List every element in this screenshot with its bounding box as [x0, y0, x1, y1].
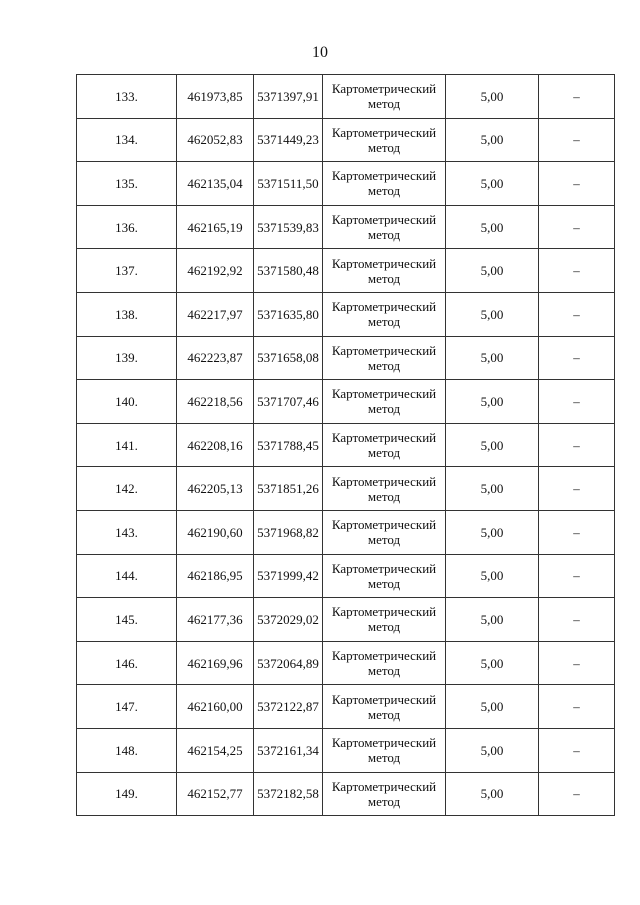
accuracy-cell: 5,00: [446, 162, 539, 206]
point-number-cell: 142.: [77, 467, 177, 511]
x-coordinate-cell: 462217,97: [177, 292, 254, 336]
note-cell: –: [539, 205, 615, 249]
page-number: 10: [312, 44, 328, 61]
method-cell: Картометрический метод: [323, 685, 446, 729]
accuracy-cell: 5,00: [446, 728, 539, 772]
point-number-cell: 137.: [77, 249, 177, 293]
note-cell: –: [539, 118, 615, 162]
table-row: [77, 162, 615, 206]
note-cell: –: [539, 75, 615, 119]
accuracy-cell: 5,00: [446, 641, 539, 685]
y-coordinate-cell: 5372161,34: [254, 728, 323, 772]
note-cell: –: [539, 336, 615, 380]
accuracy-cell: 5,00: [446, 75, 539, 119]
note-cell: –: [539, 641, 615, 685]
note-cell: –: [539, 772, 615, 816]
accuracy-cell: 5,00: [446, 118, 539, 162]
y-coordinate-cell: 5371707,46: [254, 380, 323, 424]
method-cell: Картометрический метод: [323, 336, 446, 380]
point-number-cell: 143.: [77, 510, 177, 554]
table-row: [77, 510, 615, 554]
x-coordinate-cell: 462169,96: [177, 641, 254, 685]
coordinates-table: [76, 74, 615, 816]
table-row: [77, 467, 615, 511]
method-cell: Картометрический метод: [323, 423, 446, 467]
point-number-cell: 147.: [77, 685, 177, 729]
note-cell: –: [539, 292, 615, 336]
y-coordinate-cell: 5371999,42: [254, 554, 323, 598]
table-row: [77, 728, 615, 772]
method-cell: Картометрический метод: [323, 118, 446, 162]
accuracy-cell: 5,00: [446, 554, 539, 598]
method-cell: Картометрический метод: [323, 75, 446, 119]
note-cell: –: [539, 467, 615, 511]
x-coordinate-cell: 462154,25: [177, 728, 254, 772]
table-row: [77, 641, 615, 685]
x-coordinate-cell: 462208,16: [177, 423, 254, 467]
table-row: [77, 598, 615, 642]
accuracy-cell: 5,00: [446, 510, 539, 554]
point-number-cell: 135.: [77, 162, 177, 206]
accuracy-cell: 5,00: [446, 467, 539, 511]
y-coordinate-cell: 5371788,45: [254, 423, 323, 467]
y-coordinate-cell: 5372029,02: [254, 598, 323, 642]
method-cell: Картометрический метод: [323, 510, 446, 554]
note-cell: –: [539, 249, 615, 293]
x-coordinate-cell: 462190,60: [177, 510, 254, 554]
accuracy-cell: 5,00: [446, 336, 539, 380]
accuracy-cell: 5,00: [446, 423, 539, 467]
point-number-cell: 140.: [77, 380, 177, 424]
x-coordinate-cell: 462135,04: [177, 162, 254, 206]
x-coordinate-cell: 462177,36: [177, 598, 254, 642]
y-coordinate-cell: 5371397,91: [254, 75, 323, 119]
x-coordinate-cell: 462160,00: [177, 685, 254, 729]
note-cell: –: [539, 728, 615, 772]
method-cell: Картометрический метод: [323, 772, 446, 816]
x-coordinate-cell: 462223,87: [177, 336, 254, 380]
point-number-cell: 139.: [77, 336, 177, 380]
note-cell: –: [539, 510, 615, 554]
method-cell: Картометрический метод: [323, 162, 446, 206]
x-coordinate-cell: 462152,77: [177, 772, 254, 816]
accuracy-cell: 5,00: [446, 249, 539, 293]
accuracy-cell: 5,00: [446, 380, 539, 424]
method-cell: Картометрический метод: [323, 467, 446, 511]
method-cell: Картометрический метод: [323, 641, 446, 685]
table-row: [77, 554, 615, 598]
point-number-cell: 134.: [77, 118, 177, 162]
method-cell: Картометрический метод: [323, 728, 446, 772]
table-row: [77, 336, 615, 380]
point-number-cell: 144.: [77, 554, 177, 598]
method-cell: Картометрический метод: [323, 205, 446, 249]
y-coordinate-cell: 5371580,48: [254, 249, 323, 293]
x-coordinate-cell: 462052,83: [177, 118, 254, 162]
y-coordinate-cell: 5371539,83: [254, 205, 323, 249]
x-coordinate-cell: 462218,56: [177, 380, 254, 424]
table-row: [77, 772, 615, 816]
y-coordinate-cell: 5371658,08: [254, 336, 323, 380]
x-coordinate-cell: 462186,95: [177, 554, 254, 598]
x-coordinate-cell: 462192,92: [177, 249, 254, 293]
method-cell: Картометрический метод: [323, 292, 446, 336]
table-row: [77, 423, 615, 467]
x-coordinate-cell: 462205,13: [177, 467, 254, 511]
point-number-cell: 138.: [77, 292, 177, 336]
y-coordinate-cell: 5372122,87: [254, 685, 323, 729]
y-coordinate-cell: 5371851,26: [254, 467, 323, 511]
table-row: [77, 118, 615, 162]
method-cell: Картометрический метод: [323, 554, 446, 598]
note-cell: –: [539, 598, 615, 642]
x-coordinate-cell: 462165,19: [177, 205, 254, 249]
point-number-cell: 136.: [77, 205, 177, 249]
accuracy-cell: 5,00: [446, 685, 539, 729]
accuracy-cell: 5,00: [446, 772, 539, 816]
point-number-cell: 148.: [77, 728, 177, 772]
note-cell: –: [539, 380, 615, 424]
point-number-cell: 146.: [77, 641, 177, 685]
table-row: [77, 380, 615, 424]
table-row: [77, 685, 615, 729]
table-row: [77, 205, 615, 249]
method-cell: Картометрический метод: [323, 380, 446, 424]
point-number-cell: 149.: [77, 772, 177, 816]
y-coordinate-cell: 5372182,58: [254, 772, 323, 816]
y-coordinate-cell: 5371449,23: [254, 118, 323, 162]
table-row: [77, 249, 615, 293]
method-cell: Картометрический метод: [323, 249, 446, 293]
note-cell: –: [539, 685, 615, 729]
note-cell: –: [539, 554, 615, 598]
accuracy-cell: 5,00: [446, 205, 539, 249]
y-coordinate-cell: 5371511,50: [254, 162, 323, 206]
y-coordinate-cell: 5372064,89: [254, 641, 323, 685]
point-number-cell: 141.: [77, 423, 177, 467]
point-number-cell: 145.: [77, 598, 177, 642]
table-row: [77, 292, 615, 336]
method-cell: Картометрический метод: [323, 598, 446, 642]
x-coordinate-cell: 461973,85: [177, 75, 254, 119]
note-cell: –: [539, 162, 615, 206]
table-row: [77, 75, 615, 119]
note-cell: –: [539, 423, 615, 467]
table-body: [77, 75, 615, 816]
y-coordinate-cell: 5371635,80: [254, 292, 323, 336]
y-coordinate-cell: 5371968,82: [254, 510, 323, 554]
accuracy-cell: 5,00: [446, 292, 539, 336]
accuracy-cell: 5,00: [446, 598, 539, 642]
point-number-cell: 133.: [77, 75, 177, 119]
